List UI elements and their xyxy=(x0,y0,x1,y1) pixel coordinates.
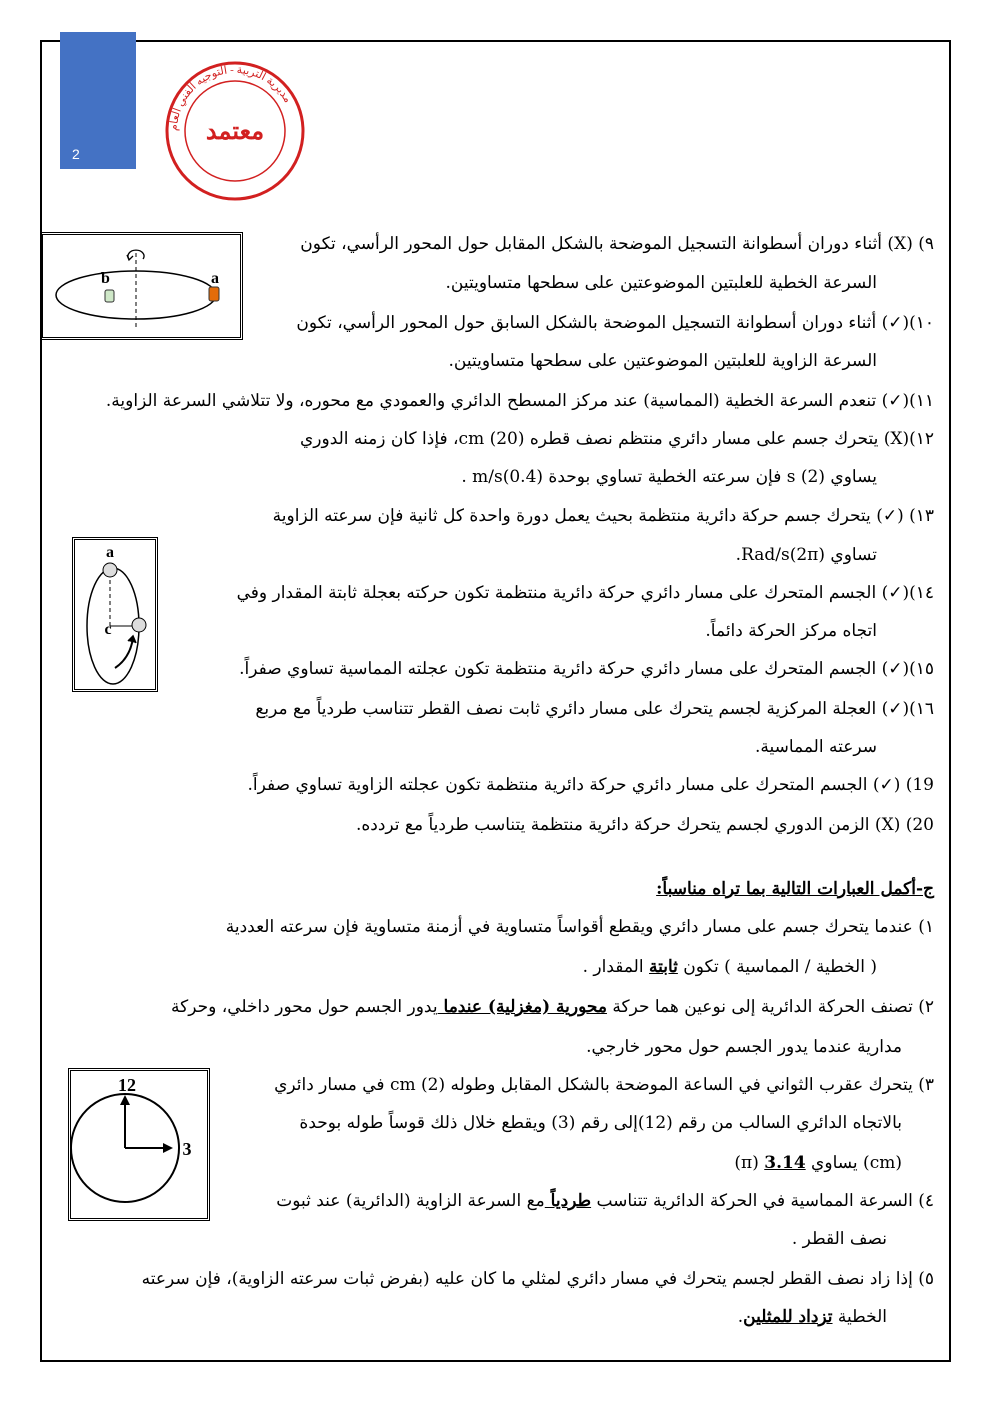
c1-line2: ( الخطية / المماسية ) تكون ثابتة المقدار . xyxy=(582,957,877,977)
c5-answer: تزداد للمثلين xyxy=(743,1307,833,1327)
c4-line1: ٤) السرعة المماسية في الحركة الدائرية تتناسب طردياً مع السرعة الزاوية (الدائرية) عند ثبوت xyxy=(276,1191,934,1211)
disc-label-b: b xyxy=(101,270,110,287)
circle-label-c: c xyxy=(104,621,112,638)
stamp-ring-text: مديرية التربية - التوجيه الفني العام xyxy=(167,63,294,132)
item-14-line2: اتجاه مركز الحركة دائماً. xyxy=(705,621,877,641)
c3-line3: (cm) يساوي 3.14 (π) xyxy=(734,1153,902,1173)
circle-label-a: a xyxy=(106,544,114,561)
item-15-line1: ١٥)(✓) الجسم المتحرك على مسار دائري حركة دائرية منتظمة تكون عجلته المماسية تساوي صفراً. xyxy=(239,659,934,679)
c2-answer: محورية (مغزلية) عندما xyxy=(437,997,607,1017)
item-12-line1: ١٢)(X) يتحرك جسم على مسار دائري منتظم نصف قطره cm (20)، فإذا كان زمنه الدوري xyxy=(299,429,934,449)
item-12-line2: يساوي s (2) فإن سرعته الخطية تساوي بوحدة m/s(0.4) . xyxy=(461,467,877,487)
c1-line1: ١) عندما يتحرك جسم على مسار دائري ويقطع أقواساً متساوية في أزمنة متساوية فإن سرعته العددية xyxy=(225,917,934,937)
c5-line2: الخطية تزداد للمثلين. xyxy=(737,1307,887,1327)
c4-line2: نصف القطر . xyxy=(791,1229,887,1249)
c2-line1: ٢) تصنف الحركة الدائرية إلى نوعين هما حركة محورية (مغزلية) عندما يدور الجسم حول محور داخلي، وحركة xyxy=(171,997,934,1017)
circle-path-figure xyxy=(72,537,158,692)
clock-label-12: 12 xyxy=(118,1075,136,1095)
item-14-line1: ١٤)(✓) الجسم المتحرك على مسار دائري حركة دائرية منتظمة تكون حركته بعجلة ثابتة المقدار وفي xyxy=(236,583,934,603)
c5-line1: ٥) إذا زاد نصف القطر لجسم يتحرك في مسار دائري لمثلي ما كان عليه (بفرض ثبات سرعته الزاوية)، فإن سرعته xyxy=(141,1269,934,1289)
item-9-line1: ٩) (X) أثناء دوران أسطوانة التسجيل الموضحة بالشكل المقابل حول المحور الرأسي، تكون xyxy=(300,234,934,254)
c3-answer: 3.14 xyxy=(764,1153,806,1173)
item-13-line1: ١٣) (✓) يتحرك جسم حركة دائرية منتظمة بحيث يعمل دورة واحدة كل ثانية فإن سرعته الزاوية xyxy=(272,506,934,526)
c3-line2: بالاتجاه الدائري السالب من رقم (12)إلى رقم (3) ويقطع خلال ذلك قوساً طوله بوحدة xyxy=(299,1113,902,1133)
page-number: 2 xyxy=(72,146,80,162)
disc-figure xyxy=(40,232,243,340)
item-13-line2: تساوي Rad/s(2π). xyxy=(735,545,877,565)
item-10-line1: ١٠)(✓) أثناء دوران أسطوانة التسجيل الموضحة بالشكل السابق حول المحور الرأسي، تكون xyxy=(296,313,934,333)
item-20-line1: 20) (X) الزمن الدوري لجسم يتحرك حركة دائرية منتظمة يتناسب طردياً مع تردده. xyxy=(355,815,934,835)
item-9-line2: السرعة الخطية للعلبتين الموضوعتين على سطحها متساويتين. xyxy=(445,273,877,293)
clock-figure xyxy=(68,1068,210,1221)
item-11-line1: ١١)(✓) تنعدم السرعة الخطية (المماسية) عند مركز المسطح الدائري والعمودي مع محوره، ولا تتلاشي السرعة الزاوية. xyxy=(105,391,934,411)
clock-label-3: 3 xyxy=(182,1139,192,1159)
c1-answer: ثابتة xyxy=(649,957,678,977)
c3-line1: ٣) يتحرك عقرب الثواني في الساعة الموضحة بالشكل المقابل وطوله cm (2) في مسار دائري xyxy=(274,1075,934,1095)
disc-label-a: a xyxy=(211,270,219,287)
item-16-line1: ١٦)(✓) العجلة المركزية لجسم يتحرك على مسار دائري ثابت نصف القطر تتناسب طردياً مع مربع xyxy=(255,699,934,719)
item-10-line2: السرعة الزاوية للعلبتين الموضوعتين على سطحها متساويتين. xyxy=(448,351,877,371)
item-16-line2: سرعته المماسية. xyxy=(754,737,877,757)
stamp-text: معتمد xyxy=(205,119,265,145)
c4-answer: طردياً xyxy=(544,1191,592,1211)
approval-stamp xyxy=(160,60,310,202)
c2-line2: مدارية عندما يدور الجسم حول محور خارجي. xyxy=(586,1037,902,1057)
item-19-line1: 19) (✓) الجسم المتحرك على مسار دائري حركة دائرية منتظمة تكون عجلته الزاوية تساوي صفراً. xyxy=(247,775,934,795)
section-c-heading: ج-أكمل العبارات التالية بما تراه مناسباً: xyxy=(656,879,934,899)
